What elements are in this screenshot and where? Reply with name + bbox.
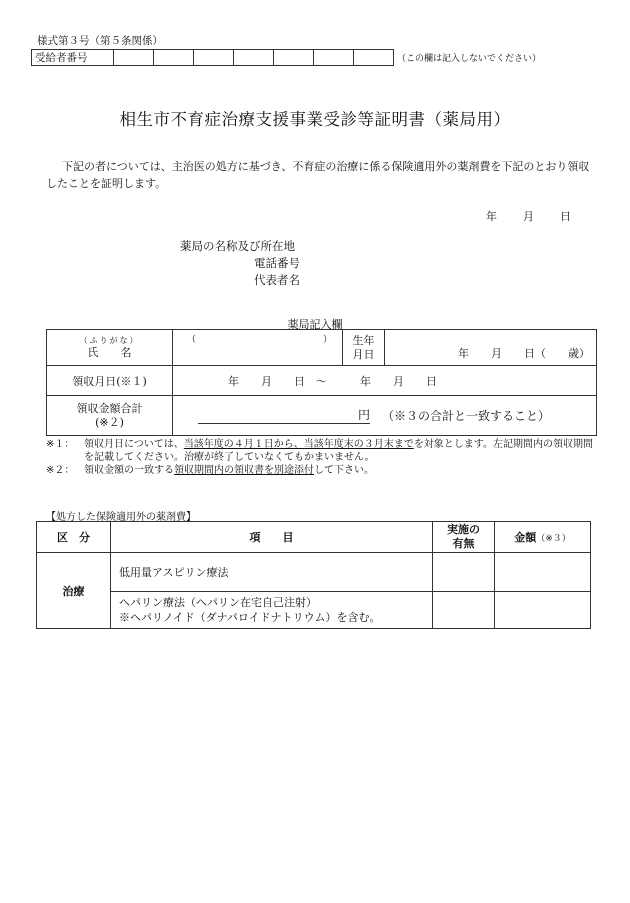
drug-cost-table: [36, 521, 591, 629]
header-amount-note: （※３）: [536, 534, 571, 544]
recipient-number-cell: [154, 50, 194, 66]
recipient-number-cell: [274, 50, 314, 66]
note1-text-c: を対象とします。左記期間内の領収期間を記載してください。治療が終了していなくてもかまいません。: [84, 439, 594, 463]
body-text: 下記の者については、主治医の処方に基づき、不育症の治療に係る保険適用外の薬剤費を下記のとおり領収したことを証明します。: [46, 160, 590, 190]
item-low-dose-aspirin: 低用量アスピリン療法: [111, 553, 433, 592]
header-category: 区 分: [37, 522, 111, 553]
name-value-cell[interactable]: [173, 330, 343, 366]
item-heparin-line1: ヘパリン療法（ヘパリン在宅自己注射）: [119, 596, 317, 609]
pharmacy-table-caption: 薬局記入欄: [287, 318, 343, 331]
header-done-line2: 有無: [452, 537, 475, 550]
note1-key: ※１：: [46, 439, 75, 450]
recipient-number-cell: [354, 50, 394, 66]
header-done-cell: [433, 522, 495, 553]
amount-cell-aspirin[interactable]: [495, 553, 591, 592]
note2-key: ※２：: [46, 465, 75, 476]
recipient-number-table: [31, 49, 394, 66]
pharmacy-phone-label: 電話番号: [254, 256, 300, 270]
amount-note: （※３の合計と一致すること）: [382, 408, 551, 423]
note2-text-underlined: 領収期間内の領収書を別途添付: [174, 465, 314, 476]
birth-value-cell[interactable]: 年 月 日（ 歳）: [385, 330, 597, 366]
issue-date: [486, 208, 571, 224]
amount-unit: 円: [198, 408, 370, 424]
note2-text-a: 領収金額の一致する: [84, 465, 174, 476]
notes: [46, 438, 596, 477]
header-done-line1: 実施の: [447, 523, 480, 536]
recipient-number-label: 受給者番号: [32, 50, 114, 66]
amount-label-cell: [47, 396, 173, 436]
birth-label-line2: 月日: [352, 347, 375, 361]
recipient-number-cell: [114, 50, 154, 66]
date-month: 月: [523, 210, 534, 223]
recipient-number-cell: [314, 50, 354, 66]
birth-label-line1: 生年: [352, 333, 375, 347]
pharmacy-entry-table: [46, 329, 597, 436]
recipient-number-cell: [194, 50, 234, 66]
amount-value-cell[interactable]: [173, 396, 597, 436]
note1-text-underlined: 当該年度の４月１日から、当該年度末の３月末まで: [183, 439, 414, 450]
date-year: 年: [486, 210, 497, 223]
name-label-cell: [47, 330, 173, 366]
receipt-date-value[interactable]: 年 月 日 ～ 年 月 日: [173, 366, 597, 396]
form-number: 様式第３号（第５条関係）: [37, 35, 163, 47]
done-cell-aspirin[interactable]: [433, 553, 495, 592]
receipt-date-label: 領収月日(※１): [47, 366, 173, 396]
drug-table-caption: 【処方した保険適用外の薬剤費】: [46, 512, 196, 523]
amount-label-line2: (※２): [95, 415, 124, 429]
document-title: 相生市不育症治療支援事業受診等証明書（薬局用）: [119, 110, 511, 129]
amount-label-line1: 領収金額合計: [76, 401, 143, 415]
header-item: 項 目: [111, 522, 433, 553]
furigana-label: （ふりがな）: [79, 335, 140, 345]
name-label: 氏 名: [87, 345, 132, 359]
pharmacy-name-address-label: 薬局の名称及び所在地: [180, 239, 295, 253]
item-heparin-line2: ※ヘパリノイド（ダナパロイドナトリウム）を含む。: [119, 611, 381, 624]
date-day: 日: [560, 210, 571, 223]
note2-text-c: して下さい。: [314, 465, 374, 476]
pharmacy-representative-label: 代表者名: [254, 273, 300, 287]
note1-text-a: 領収月日については、: [84, 439, 184, 450]
category-treatment: 治療: [37, 553, 111, 629]
birth-label-cell: [343, 330, 385, 366]
item-heparin-cell: [111, 592, 433, 629]
amount-cell-heparin[interactable]: [495, 592, 591, 629]
furigana-paren-open: （: [187, 335, 197, 345]
done-cell-heparin[interactable]: [433, 592, 495, 629]
furigana-paren-close: ）: [322, 335, 332, 345]
recipient-number-note: （この欄は記入しないでください）: [397, 54, 542, 64]
recipient-number-cell: [234, 50, 274, 66]
header-amount-cell: [495, 522, 591, 553]
header-amount: 金額: [514, 531, 537, 544]
